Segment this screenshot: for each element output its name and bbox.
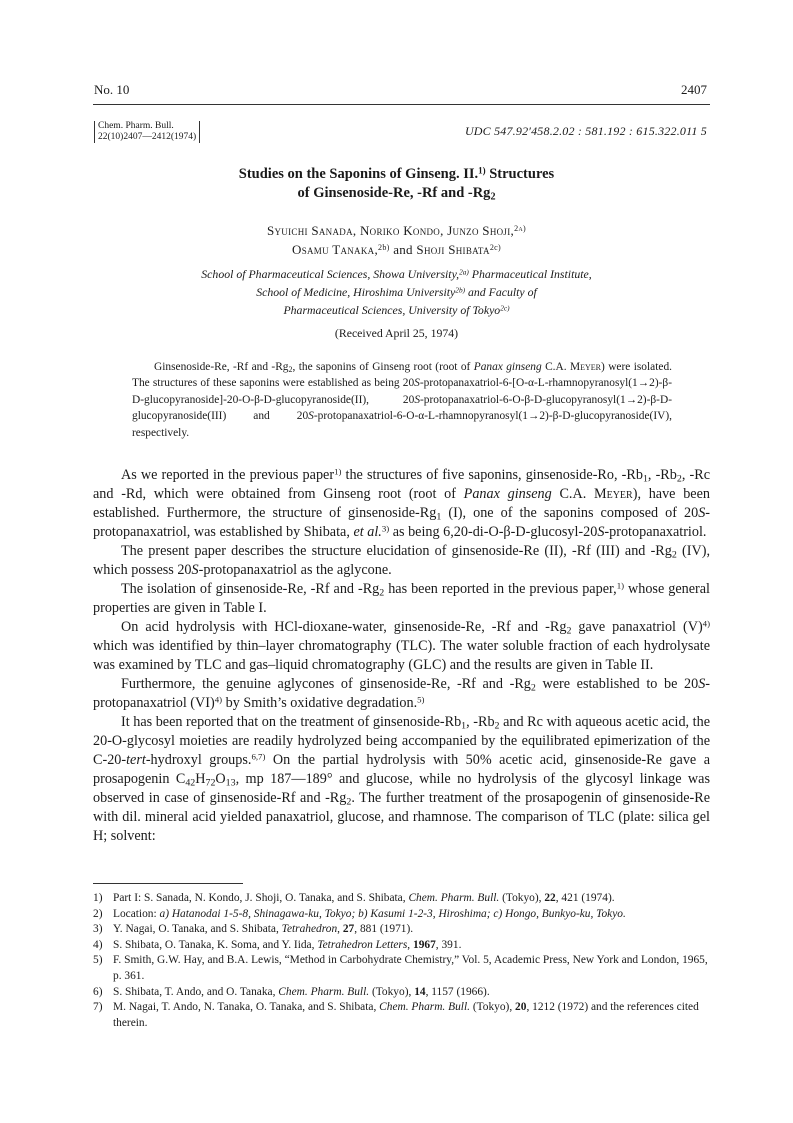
title-text: Studies on the Saponins of Ginseng. II. [238,166,479,182]
main-text [93,466,710,846]
journal-citation-box [94,121,200,143]
reference-item: 5) F. Smith, G.W. Hay, and B.A. Lewis, “Method in Carbohydrate Chemistry,” Vol. 5, Academic Press, New York and London, 1965, p. 361. [93,954,708,982]
references-list [93,891,710,1031]
reference-item: 6) S. Shibata, T. Ando, and O. Tanaka, Chem. Pharm. Bull. (Tokyo), 14, 1157 (1966). [93,985,490,998]
body-paragraph-1: As we reported in the previous paper$^{1)}$ the structures of five saponins, ginsenoside-Ro, $-Rb_1$, $-Rb_2$, -Rc and -Rd, which were obtained from Ginseng root (root of Panax ginseng C.A. Meyer), have been established. Furthermore, the structure of ginsenoside-$Rg_1$ (I), one of the saponins composed of 20S-protopanaxatriol, was established by Shibata, et al.$^{3)}$ as being 6,20-di-O-β-D-glucosyl-20S-protopanaxatriol. [93,466,711,540]
authors-line-2 [0,242,793,258]
body-paragraph-6: It has been reported that on the treatment of ginsenoside-$Rb_1$, $-Rb_2$ and Rc with aqueous acetic acid, the 20-O-glycosyl moieties are readily hydrolyzed being accompanied by the equilibrated epimerization of the C-20-tert-hydroxyl groups.$^{6,7)}$ On the partial hydrolysis with 50% acetic acid, ginsenoside-Re gave a prosapogenin $C_{42}H_{72}O_{13}$, mp 187—189° and glucose, while no hydrolysis of the glycosyl linkage was observed in case of ginsenoside-Rf and $-Rg_2$. The further treatment of the prosapogenin of ginsenoside-Re with dil. mineral acid yielded panaxatriol, glucose, and rhamnose. The comparison of TLC (plate: silica gel H; solvent: [93,714,711,844]
udc-code: UDC 547.92′458.2.02 : 581.192 : 615.322.011 5 [464,124,707,138]
abstract-paragraph: Ginsenoside-Re, -Rf and $-Rg_2$, the saponins of Ginseng root (root of Panax ginseng C.A. Meyer) were isolated. The structures of these saponins were established as being 20S-protopanaxatriol-6-[O-α-L-rhamnopyranosyl(1→2)-β-D-glucopyranoside]-20-O-β-D-glucopyranoside(II), 20S-protopanaxatriol-6-O-β-D-glucopyranosyl(1→2)-β-D-glucopyranoside(III) and 20S-protopanaxatriol-6-O-α-L-rhamnopyranosyl(1→2)-β-D-glucopyranoside(IV), respectively. [132,361,672,439]
journal-name: Chem. Pharm. Bull. [98,121,174,131]
body-paragraph-5: Furthermore, the genuine aglycones of ginsenoside-Re, -Rf and $-Rg_2$ were established to be 20S-protopanaxatriol (VI)$^{4)}$ by Smith’s oxidative degradation.$^{5)}$ [93,676,711,711]
author-name: Shoji Shibata [416,242,490,257]
affiliation-line-2: School of Medicine, Hiroshima University$^{2b)}$ and Faculty of [256,285,537,299]
affiliation-block [0,265,793,319]
reference-item: 4) S. Shibata, O. Tanaka, K. Soma, and Y. Iida, Tetrahedron Letters, 1967, 391. [93,938,462,951]
title-text: of Ginsenoside-Re, -Rf and -Rg [297,185,491,201]
authors-line-1 [0,223,793,239]
reference-item: 3) Y. Nagai, O. Tanaka, and S. Shibata, Tetrahedron, 27, 881 (1971). [93,923,414,936]
reference-item: 7) M. Nagai, T. Ando, N. Tanaka, O. Tanaka, and S. Shibata, Chem. Pharm. Bull. (Tokyo), 20, 1212 (1972) and the references cited therein. [93,1001,699,1029]
author-affil-mark: 2b) [378,242,390,252]
header-rule [93,104,710,105]
page-number: 2407 [681,82,707,97]
affiliation-line-1: School of Pharmaceutical Sciences, Showa University,$^{2a)}$ Pharmaceutical Institute, [201,267,592,281]
reference-item: 1) Part I: S. Sanada, N. Kondo, J. Shoji, O. Tanaka, and S. Shibata, Chem. Pharm. Bull. (Tokyo), 22, 421 (1974). [93,892,615,904]
body-paragraph-2: The present paper describes the structure elucidation of ginsenoside-Re (II), -Rf (III) and $-Rg_2$ (IV), which possess 20S-protopanaxatriol as the aglycone. [93,543,711,578]
title-footnote-mark: 1) [478,165,486,176]
author-name: Osamu Tanaka, [292,242,378,257]
received-date: (Received April 25, 1974) [334,326,459,340]
title-text-rest: Structures [485,166,555,182]
title-subscript: 2 [490,191,496,203]
paper-title-line-1 [0,166,793,183]
footnote-rule [93,883,243,884]
abstract [132,359,672,441]
issue-number: No. 10 [94,82,130,97]
author-affil-mark: 2c) [489,242,501,252]
body-paragraph-4: On acid hydrolysis with HCl-dioxane-water, ginsenoside-Re, -Rf and $-Rg_2$ gave panaxatriol $(V)^{4)}$ which was identified by thin–layer chromatography (TLC). The water soluble fraction of each hydrolysate was examined by TLC and gas–liquid chromatography (GLC) and the results are given in Table II. [93,618,710,673]
author-names: Syuichi Sanada, Noriko Kondo, Junzo Shoji, [266,223,515,238]
journal-volume: 22(10)2407—2412(1974) [98,132,197,142]
reference-item: 2) Location: a) Hatanodai 1-5-8, Shinagawa-ku, Tokyo; b) Kasumi 1-2-3, Hiroshima; c) Hongo, Bunkyo-ku, Tokyo. [93,907,626,920]
author-affil-mark: 2a) [514,223,527,233]
affiliation-line-3: Pharmaceutical Sciences, University of Tokyo$^{2c)}$ [283,303,510,317]
body-paragraph-3: The isolation of ginsenoside-Re, -Rf and $-Rg_2$ has been reported in the previous paper,$^{1)}$ whose general properties are given in Table I. [93,580,710,616]
paper-title-line-2 [0,185,793,202]
author-conjunction: and [389,242,417,257]
